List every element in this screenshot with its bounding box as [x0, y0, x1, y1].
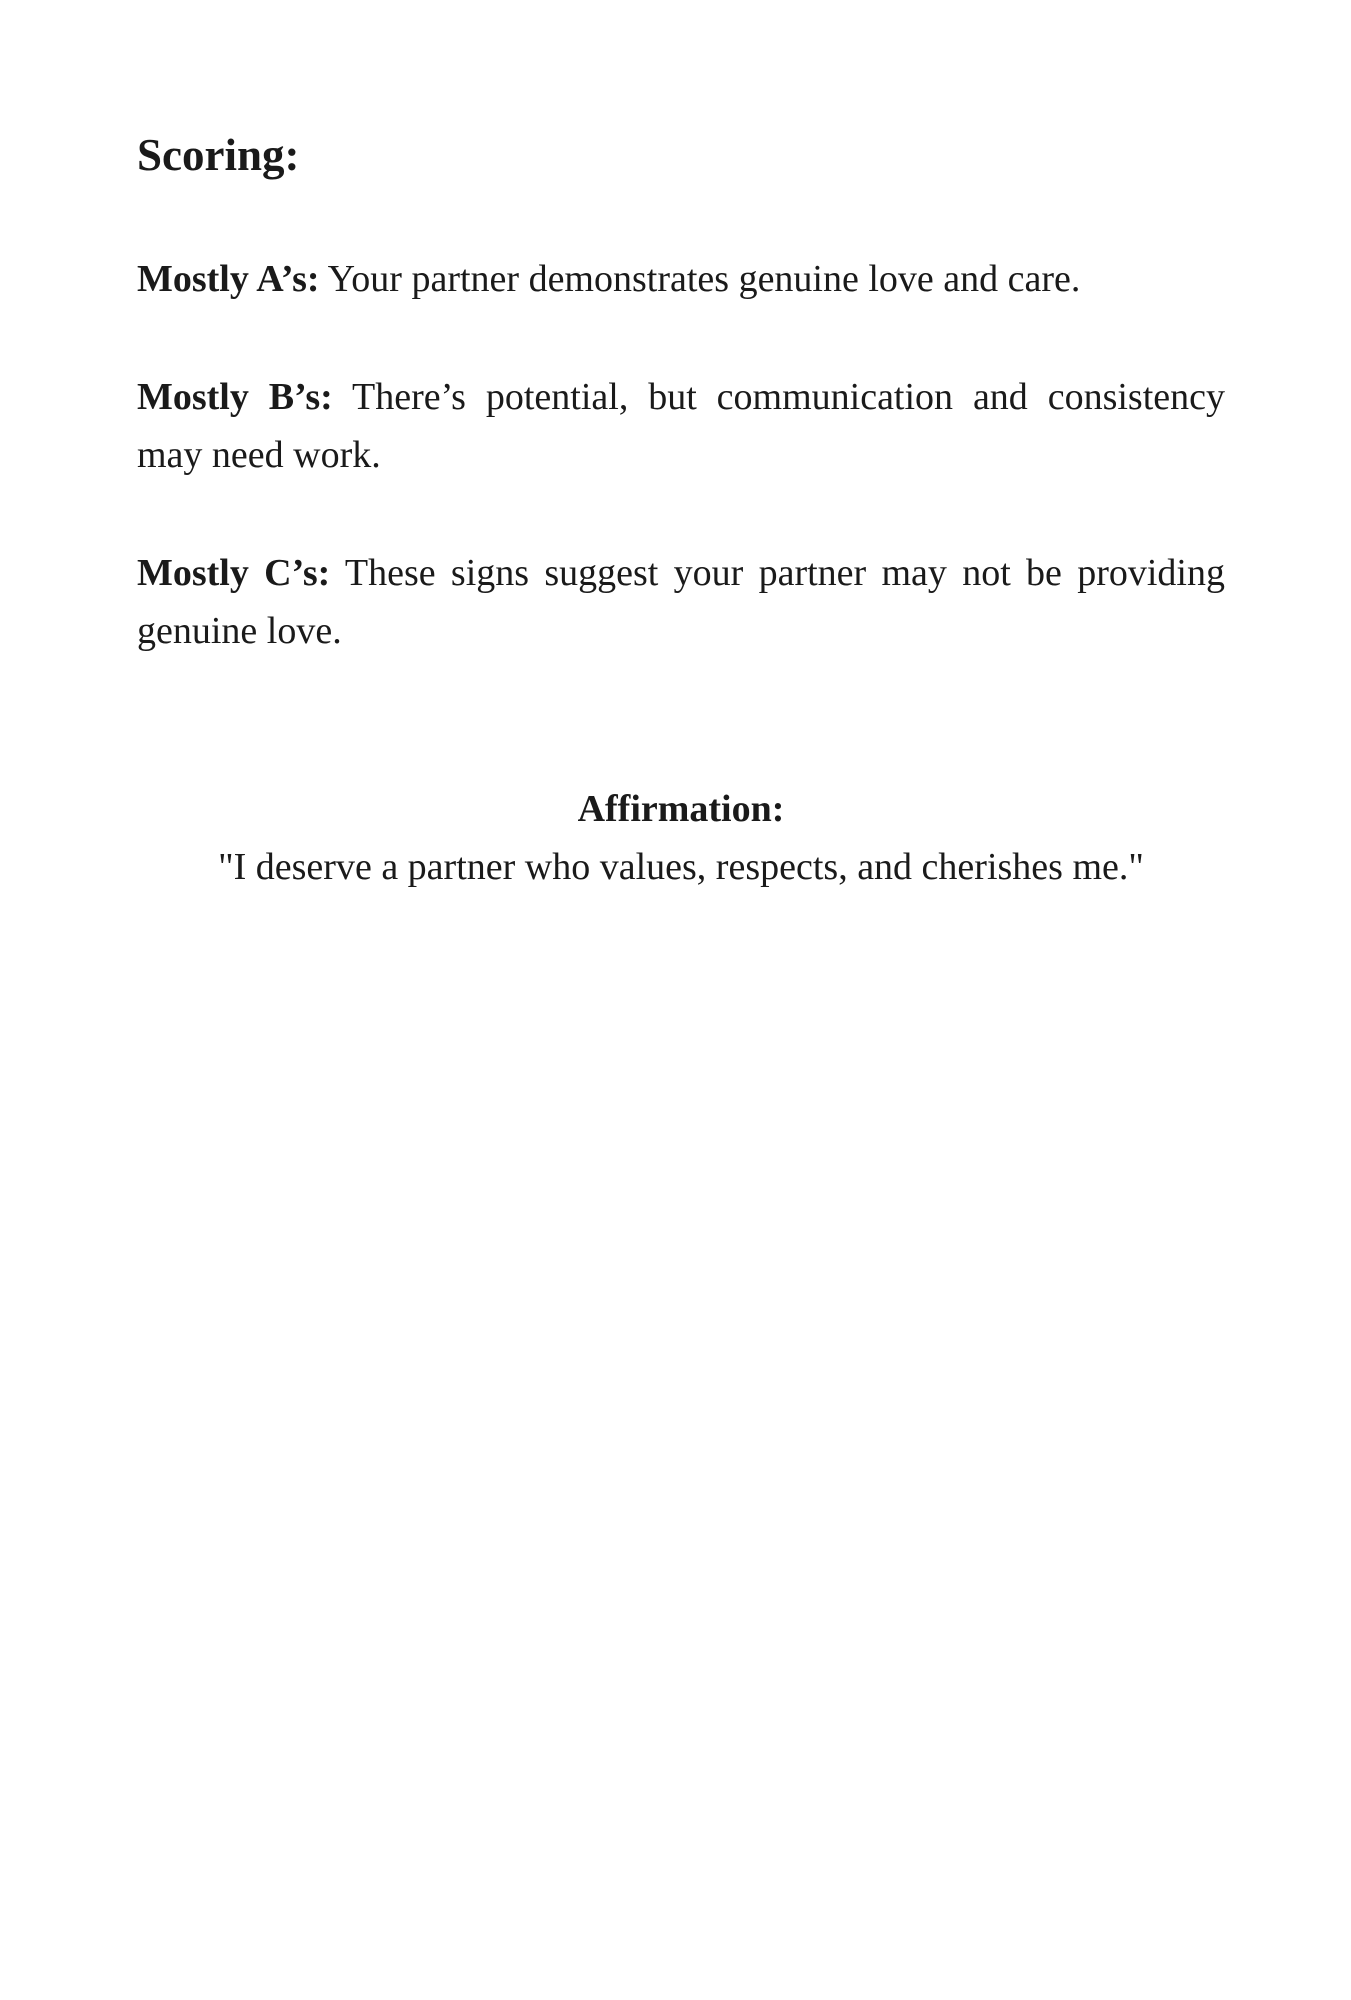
score-text-b: There’s potential, but communication and consistency may need work. — [137, 376, 1225, 476]
scoring-heading: Scoring: — [137, 130, 300, 180]
score-text-c: These signs suggest your partner may not be providing genuine love. — [137, 552, 1225, 652]
score-item-a — [137, 250, 1225, 308]
score-label-c: Mostly C’s: — [137, 552, 331, 594]
score-item-c — [137, 544, 1225, 660]
affirmation-title: Affirmation: — [577, 788, 785, 830]
document-content — [137, 128, 1225, 896]
score-text-a: Your partner demonstrates genuine love and care. — [327, 258, 1081, 300]
score-item-b — [137, 368, 1225, 484]
score-label-a: Mostly A’s: — [137, 258, 320, 300]
score-label-b: Mostly B’s: — [137, 376, 333, 418]
affirmation-text: "I deserve a partner who values, respects, and cherishes me." — [218, 846, 1144, 888]
affirmation-block — [137, 780, 1225, 896]
